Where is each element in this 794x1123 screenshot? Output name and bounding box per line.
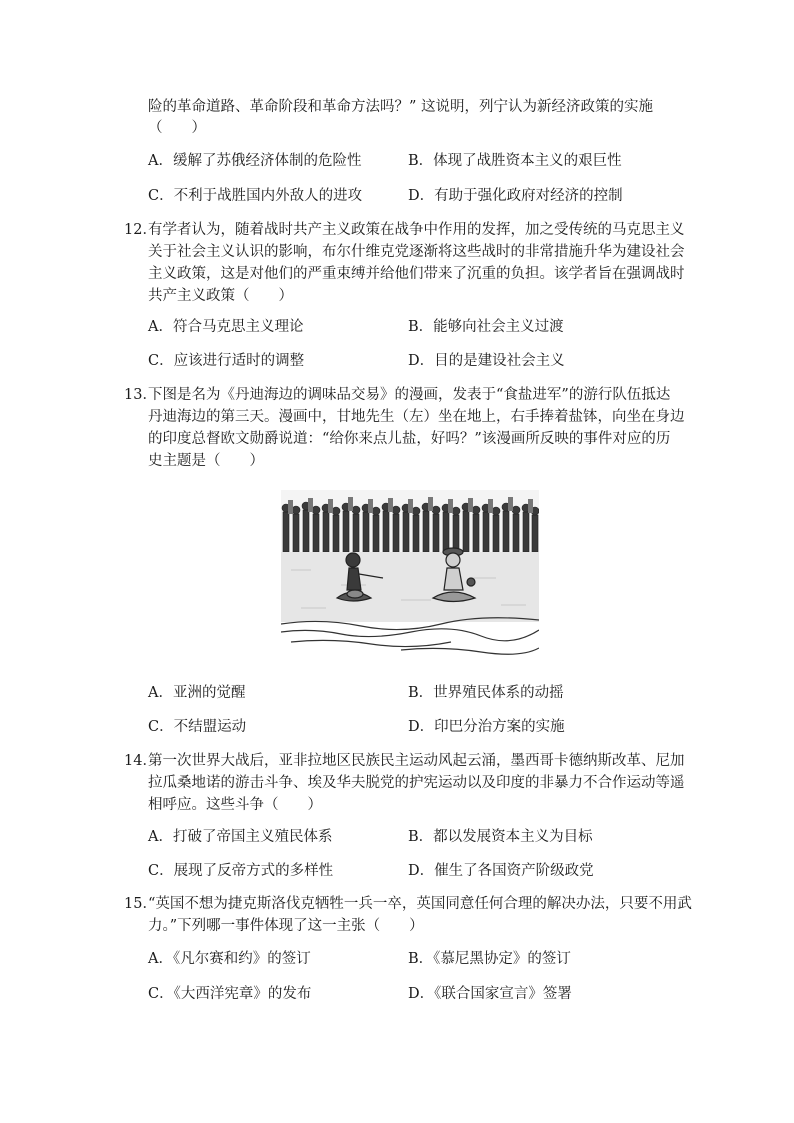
q11-option-c[interactable]: C．不利于战胜国内外敌人的进攻 (148, 188, 363, 204)
q14-number: 14． (124, 753, 157, 769)
q12-option-a[interactable]: A．符合马克思主义理论 (148, 319, 304, 335)
q13-stem-line: 丹迪海边的第三天。漫画中，甘地先生（左）坐在地上，右手捧着盐钵，向坐在身边 (148, 409, 685, 425)
q15-option-a[interactable]: A．《凡尔赛和约》的签订 (148, 951, 311, 967)
q13-number: 13． (124, 387, 157, 403)
q12-stem-line: 主义政策，这是对他们的严重束缚并给他们带来了沉重的负担。该学者旨在强调战时 (148, 266, 685, 282)
q14-stem-line: 相呼应。这些斗争（ ） (148, 797, 322, 813)
q11-option-d[interactable]: D．有助于强化政府对经济的控制 (408, 188, 623, 204)
q14-option-c[interactable]: C．展现了反帝方式的多样性 (148, 863, 334, 879)
q11-stem-line: （ ） (148, 120, 206, 136)
q14-option-d[interactable]: D．催生了各国资产阶级政党 (408, 863, 594, 879)
q13-stem-line: 史主题是（ ） (148, 453, 264, 469)
q13-stem-line: 的印度总督欧文勋爵说道：“给你来点儿盐，好吗？”该漫画所反映的事件对应的历 (148, 431, 671, 447)
q14-option-a[interactable]: A．打破了帝国主义殖民体系 (148, 829, 333, 845)
q12-option-b[interactable]: B．能够向社会主义过渡 (408, 319, 564, 335)
q13-option-a[interactable]: A．亚洲的觉醒 (148, 685, 246, 701)
q13-stem-line: 下图是名为《丹迪海边的调味品交易》的漫画，发表于“食盐进军”的游行队伍抵达 (148, 387, 671, 403)
q12-stem-line: 关于社会主义认识的影响，布尔什维克党逐渐将这些战时的非常措施升华为建设社会 (148, 244, 685, 260)
q15-stem-line: “英国不想为捷克斯洛伐克牺牲一兵一卒，英国同意任何合理的解决办法，只要不用武 (148, 896, 692, 912)
q15-option-d[interactable]: D．《联合国家宣言》签署 (408, 986, 572, 1002)
q15-option-c[interactable]: C．《大西洋宪章》的发布 (148, 986, 312, 1002)
q12-stem-line: 有学者认为，随着战时共产主义政策在战争中作用的发挥，加之受传统的马克思主义 (148, 222, 685, 238)
q14-stem-line: 第一次世界大战后，亚非拉地区民族民主运动风起云涌，墨西哥卡德纳斯改革、尼加 (148, 753, 685, 769)
q12-number: 12． (124, 222, 157, 238)
q12-option-c[interactable]: C．应该进行适时的调整 (148, 353, 305, 369)
q12-option-d[interactable]: D．目的是建设社会主义 (408, 353, 565, 369)
q11-option-b[interactable]: B．体现了战胜资本主义的艰巨性 (408, 153, 622, 169)
q13-option-b[interactable]: B．世界殖民体系的动摇 (408, 685, 564, 701)
q15-stem-line: 力。”下列哪一事件体现了这一主张（ ） (148, 918, 424, 934)
q11-stem-line: 险的革命道路、革命阶段和革命方法吗？” 这说明，列宁认为新经济政策的实施 (148, 99, 654, 115)
q14-option-b[interactable]: B．都以发展资本主义为目标 (408, 829, 593, 845)
q13-option-d[interactable]: D．印巴分治方案的实施 (408, 719, 565, 735)
q15-number: 15． (124, 896, 157, 912)
q12-stem-line: 共产主义政策（ ） (148, 288, 293, 304)
q15-option-b[interactable]: B．《慕尼黑协定》的签订 (408, 951, 571, 967)
q13-option-c[interactable]: C．不结盟运动 (148, 719, 247, 735)
salt-march-cartoon (281, 490, 539, 657)
q14-stem-line: 拉瓜桑地诺的游击斗争、埃及华夫脱党的护宪运动以及印度的非暴力不合作运动等遥 (148, 775, 685, 791)
q11-option-a[interactable]: A．缓解了苏俄经济体制的危险性 (148, 153, 362, 169)
